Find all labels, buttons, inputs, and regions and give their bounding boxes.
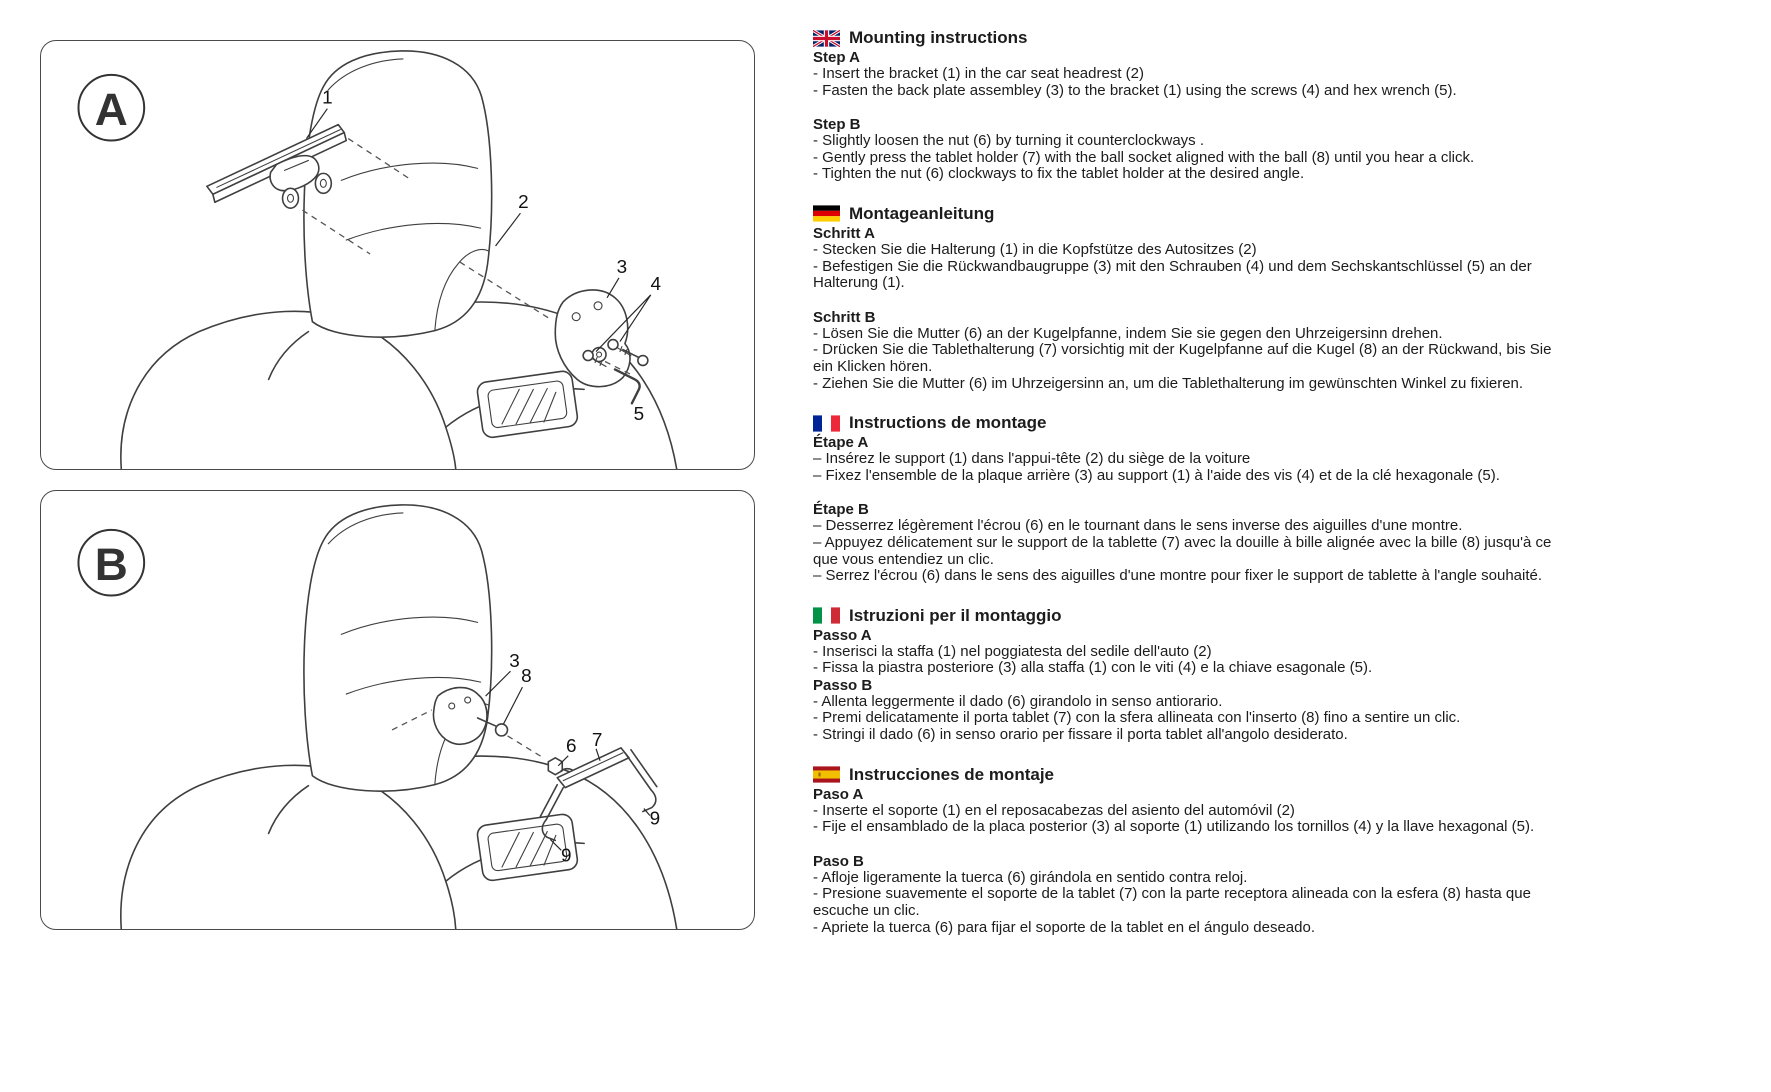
step-heading: Step A — [813, 49, 860, 66]
step-block — [813, 116, 1561, 183]
panel-a-label — [78, 75, 144, 141]
instruction-line: - Presione suavemente el soporte de la tablet (7) con la parte receptora alineada con la esfera (8) hasta que escuche un clic. — [813, 885, 1531, 920]
panel-b-label — [78, 530, 144, 596]
step-block — [813, 434, 1561, 484]
step-heading: Étape A — [813, 434, 869, 452]
instruction-line: - Lösen Sie die Mutter (6) an der Kugelpfanne, indem Sie sie gegen den Uhrzeigersinn drehen. — [813, 324, 1443, 342]
instructions-column — [813, 28, 1561, 957]
section-french — [813, 413, 1561, 585]
germany-flag-icon — [813, 205, 840, 222]
callout-number: 2 — [518, 192, 529, 214]
callout-number: 3 — [616, 256, 628, 278]
step-block — [813, 49, 1561, 99]
panel-a-illustration — [41, 41, 754, 469]
section-title: Instrucciones de montaje — [849, 764, 1054, 784]
step-heading: Step B — [813, 116, 861, 134]
instruction-line: – Desserrez légèrement l'écrou (6) en le tournant dans le sens inverse des aiguilles d'une montre. — [813, 517, 1463, 535]
diagram-panel-b — [40, 490, 755, 930]
callout-number: 6 — [565, 735, 577, 757]
step-heading: Paso B — [813, 852, 864, 870]
panel-letter-a: A — [94, 84, 128, 136]
instruction-line: - Stringi il dado (6) in senso orario per fissare il porta tablet all'angolo desiderato. — [813, 726, 1348, 744]
step-block — [813, 853, 1561, 936]
panel-letter-b: B — [94, 539, 128, 591]
headrest — [304, 505, 492, 791]
diagram-panel-a — [40, 40, 755, 470]
callout-number: 9 — [649, 808, 661, 830]
callout-number: 5 — [633, 404, 645, 426]
instruction-line: - Drücken Sie die Tablethalterung (7) vorsichtig mit der Kugelpfanne auf die Kugel (8) an der Rückwand, bis Sie ein Klicken hören. — [813, 341, 1552, 375]
back-plate-part — [555, 290, 648, 387]
instruction-line: - Ziehen Sie die Mutter (6) im Uhrzeigersinn an, um die Tablethalterung im gewünschten Winkel zu fixieren. — [813, 374, 1524, 392]
section-title: Montageanleitung — [849, 203, 995, 223]
instruction-line: - Inserisci la staffa (1) nel poggiatesta del sedile dell'auto (2) — [813, 642, 1212, 660]
callout-number: 3 — [509, 651, 520, 673]
step-block — [813, 677, 1561, 744]
instruction-line: - Fasten the back plate assembley (3) to the bracket (1) using the screws (4) and hex wrench (5). — [813, 81, 1457, 99]
instruction-line: - Insert the bracket (1) in the car seat headrest (2) — [813, 65, 1144, 82]
italy-flag-icon — [813, 607, 840, 624]
section-title: Mounting instructions — [849, 28, 1028, 47]
step-heading: Schritt A — [813, 224, 875, 242]
car-seat-drawing — [121, 505, 677, 929]
step-block — [813, 225, 1561, 292]
section-spanish — [813, 765, 1561, 937]
step-block — [813, 627, 1561, 677]
step-heading: Paso A — [813, 785, 864, 803]
instruction-line: - Slightly loosen the nut (6) by turning it counterclockways . — [813, 132, 1205, 150]
instruction-line: - Fije el ensamblado de la placa posterior (3) al soporte (1) utilizando los tornillos (4) y la llave hexagonal (5). — [813, 818, 1535, 836]
section-italian — [813, 606, 1561, 744]
instruction-line: - Befestigen Sie die Rückwandbaugruppe (3) mit den Schrauben (4) und dem Sechskantschlüssel (5) an der Halterung (1). — [813, 257, 1532, 292]
callout-number: 1 — [322, 87, 333, 109]
panel-b-illustration — [41, 491, 754, 929]
uk-flag-icon — [813, 30, 840, 47]
instruction-line: - Inserte el soporte (1) en el reposacabezas del asiento del automóvil (2) — [813, 801, 1295, 819]
callout-number: 4 — [650, 273, 662, 295]
instruction-line: - Tighten the nut (6) clockways to fix the tablet holder at the desired angle. — [813, 165, 1305, 183]
step-heading: Étape B — [813, 501, 869, 519]
instruction-line: – Appuyez délicatement sur le support de la tablette (7) avec la douille à bille alignée avec la bille (8) jusqu'à ce que vous entendiez un clic. — [813, 533, 1552, 568]
section-title: Istruzioni per il montaggio — [849, 605, 1062, 625]
ball-mount-part — [433, 688, 507, 745]
instruction-line: – Fixez l'ensemble de la plaque arrière (3) au support (1) à l'aide des vis (4) et de la clé hexagonale (5). — [813, 466, 1500, 484]
step-block — [813, 786, 1561, 836]
callout-number: 8 — [521, 666, 532, 688]
instruction-line: - Gently press the tablet holder (7) with the ball socket aligned with the ball (8) until you hear a click. — [813, 148, 1475, 166]
instruction-line: - Stecken Sie die Halterung (1) in die Kopfstütze des Autositzes (2) — [813, 240, 1257, 258]
instruction-line: - Premi delicatamente il porta tablet (7) con la sfera allineata con l'inserto (8) fino a sentire un clic. — [813, 709, 1461, 727]
instruction-line: - Fissa la piastra posteriore (3) alla staffa (1) con le viti (4) e la chiave esagonale (5). — [813, 659, 1373, 677]
france-flag-icon — [813, 415, 840, 432]
step-heading: Schritt B — [813, 308, 876, 326]
section-english — [813, 28, 1561, 183]
callout-number: 9 — [560, 845, 572, 867]
spain-flag-icon — [813, 766, 840, 783]
vent-grille — [476, 370, 578, 438]
instruction-line: - Allenta leggermente il dado (6) girandolo in senso antiorario. — [813, 692, 1223, 710]
callout-number: 7 — [591, 729, 603, 751]
section-german — [813, 204, 1561, 392]
section-title: Instructions de montage — [849, 413, 1047, 433]
step-block — [813, 501, 1561, 584]
car-seat-drawing — [121, 51, 677, 469]
step-heading: Passo B — [813, 676, 873, 694]
step-heading: Passo A — [813, 626, 872, 644]
step-block — [813, 309, 1561, 392]
instruction-line: - Apriete la tuerca (6) para fijar el soporte de la tablet en el ángulo deseado. — [813, 918, 1315, 936]
instruction-line: - Afloje ligeramente la tuerca (6) girándola en sentido contra reloj. — [813, 868, 1248, 886]
instruction-line: – Insérez le support (1) dans l'appui-tête (2) du siège de la voiture — [813, 450, 1251, 468]
instruction-line: – Serrez l'écrou (6) dans le sens des aiguilles d'une montre pour fixer le support de tablette à l'angle souhaité. — [813, 567, 1543, 585]
